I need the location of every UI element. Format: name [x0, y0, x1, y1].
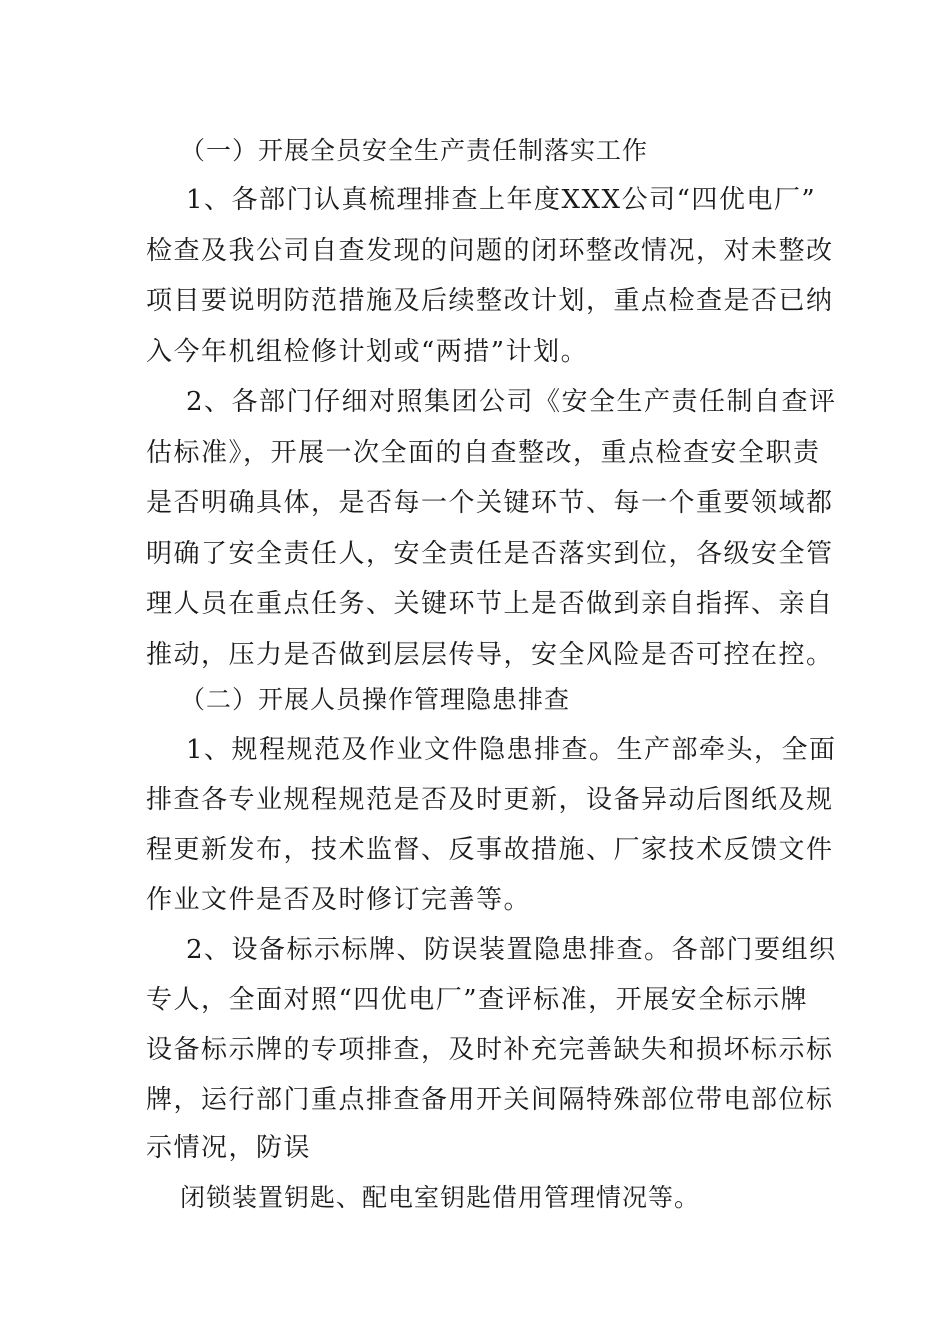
section-2-heading: （二）开展人员操作管理隐患排查	[180, 685, 571, 714]
section-2-item-2-line-5: 示情况，防误	[146, 1133, 312, 1163]
section-2-item-1-line-2: 排查各专业规程规范是否及时更新，设备异动后图纸及规	[146, 785, 834, 815]
section-2-item-2-line-1: 2、设备标示标牌、防误装置隐患排查。各部门要组织	[186, 935, 837, 965]
section-1-item-2-line-5: 理人员在重点任务、关键环节上是否做到亲自指挥、亲自	[146, 589, 834, 619]
section-2-continuation: 闭锁装置钥匙、配电室钥匙借用管理情况等。	[180, 1183, 701, 1212]
section-1-item-2-line-1: 2、各部门仔细对照集团公司《安全生产责任制自查评	[186, 387, 837, 417]
section-1-item-1-line-2: 检查及我公司自查发现的问题的闭环整改情况，对未整改	[146, 236, 834, 266]
section-2-item-2-line-3: 设备标示牌的专项排查，及时补充完善缺失和损坏标示标	[146, 1035, 834, 1065]
section-2-item-1-line-1: 1、规程规范及作业文件隐患排查。生产部牵头，全面	[186, 735, 837, 765]
section-2-item-1-line-4: 作业文件是否及时修订完善等。	[146, 885, 532, 915]
section-1-item-1-line-3: 项目要说明防范措施及后续整改计划，重点检查是否已纳	[146, 286, 834, 316]
section-1-item-2-line-2: 估标准》，开展一次全面的自查整改，重点检查安全职责	[146, 438, 821, 468]
section-1-heading: （一）开展全员安全生产责任制落实工作	[180, 136, 649, 165]
section-1-item-2-line-6: 推动，压力是否做到层层传导，安全风险是否可控在控。	[146, 640, 834, 670]
section-1-item-2-line-4: 明确了安全责任人，安全责任是否落实到位，各级安全管	[146, 539, 834, 569]
section-2-item-1-line-3: 程更新发布，技术监督、反事故措施、厂家技术反馈文件	[146, 835, 834, 865]
section-1-item-1-line-1: 1、各部门认真梳理排查上年度XXX公司“四优电厂”	[186, 185, 817, 215]
section-1-item-2-line-3: 是否明确具体，是否每一个关键环节、每一个重要领域都	[146, 488, 834, 518]
section-2-item-2-line-2: 专人，全面对照“四优电厂”查评标准，开展安全标示牌	[146, 985, 809, 1015]
section-2-item-2-line-4: 牌，运行部门重点排查备用开关间隔特殊部位带电部位标	[146, 1085, 834, 1115]
section-1-item-1-line-4: 入今年机组检修计划或“两措”计划。	[146, 337, 589, 367]
